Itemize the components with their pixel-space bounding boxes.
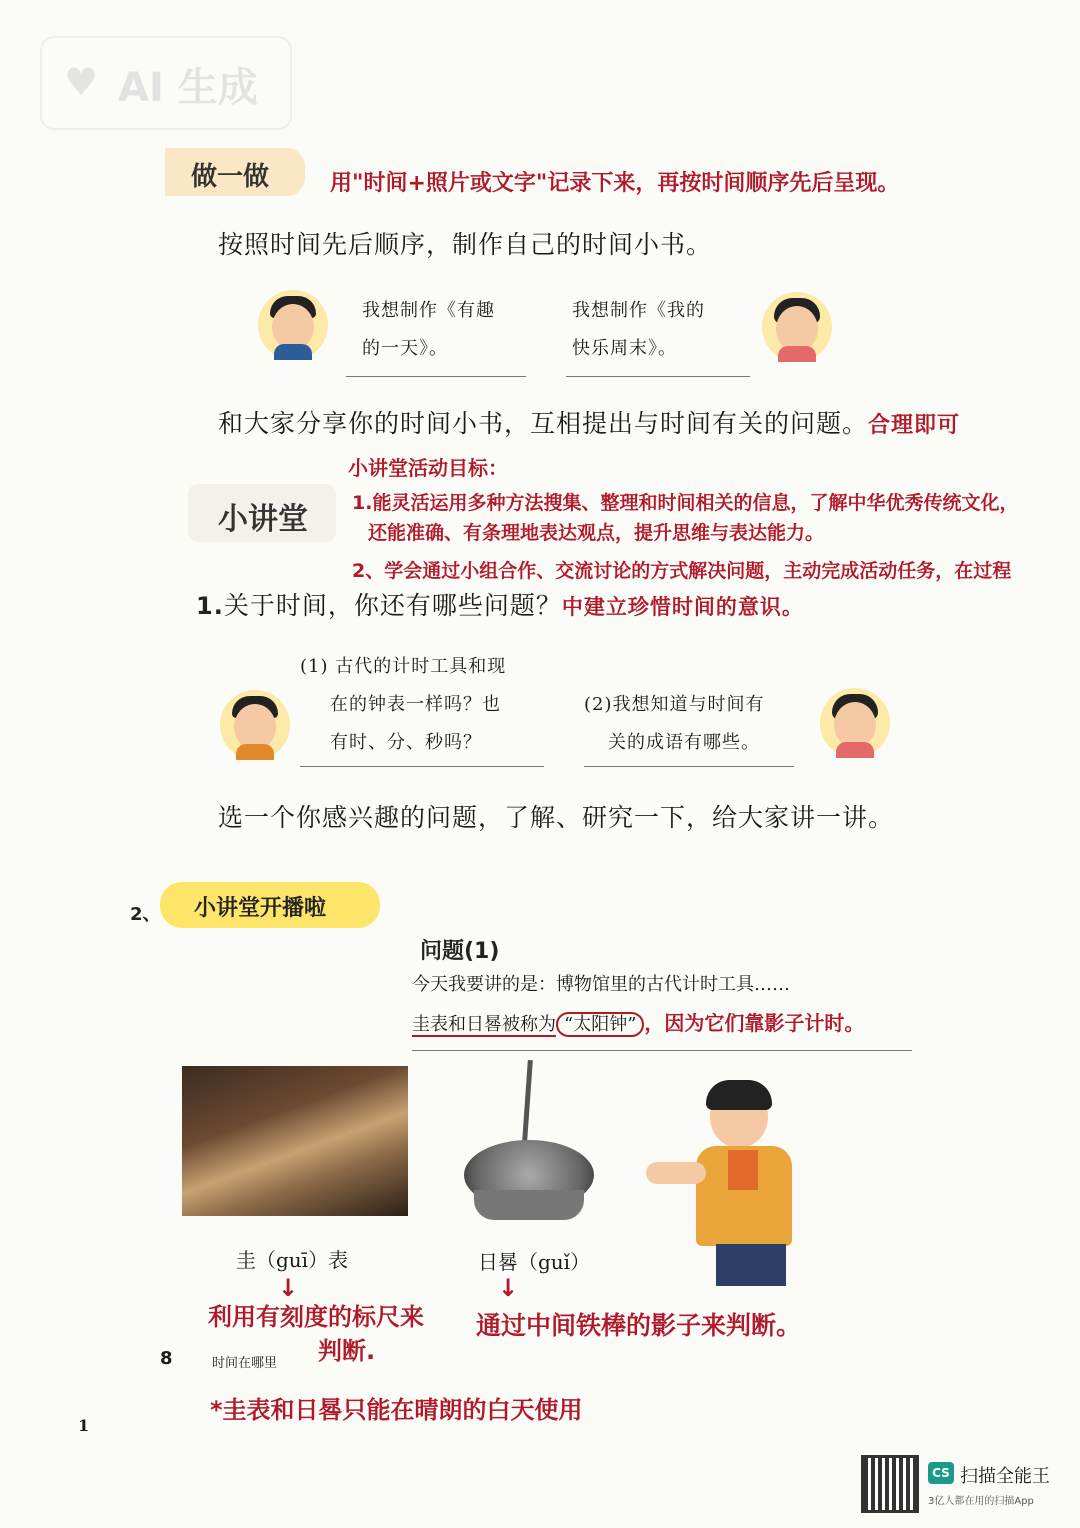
bubble-question-2: (2)我想知道与时间有 关的成语有哪些。: [584, 686, 794, 767]
guibiao-photo: [182, 1066, 408, 1216]
note-rigui: 通过中间铁棒的影子来判断。: [476, 1311, 802, 1340]
scanner-logo-icon: CS: [928, 1462, 954, 1484]
speech-line-1: 今天我要讲的是：博物馆里的古代计时工具……: [412, 974, 790, 995]
section-2-num: 2、: [130, 904, 161, 925]
question-line: 1.关于时间，你还有哪些问题？中建立珍惜时间的意识。: [196, 591, 804, 620]
presenter-boy-illustration: [640, 1080, 806, 1286]
goal-1: 1.能灵活运用多种方法搜集、整理和时间相关的信息，了解中华优秀传统文化， 还能准确、有条理地表达观点，提升思维与表达能力。: [352, 492, 1019, 544]
speech-line-2: 圭表和日晷被称为 “太阳钟” ，因为它们靠影子计时。: [412, 1011, 865, 1035]
tab-broadcast: 小讲堂开播啦: [160, 882, 380, 928]
arrow-down-icon: ↓: [278, 1274, 299, 1302]
page-number: 8: [160, 1348, 173, 1369]
bottom-note: *圭表和日晷只能在晴朗的白天使用: [210, 1396, 583, 1424]
scanner-name: 扫描全能王: [960, 1466, 1050, 1487]
goal-title: 小讲堂活动目标：: [348, 456, 508, 480]
bubble-boy: 我想制作《有趣 的一天》。: [346, 292, 526, 377]
qr-code-icon: [864, 1458, 916, 1510]
question-label: 问题(1): [420, 939, 500, 964]
tab-lecture: 小讲堂: [188, 484, 336, 542]
tab-do: 做一做: [165, 148, 305, 196]
scanner-slogan: 3亿人都在用的扫描App: [928, 1496, 1034, 1507]
arrow-down-icon-2: ↓: [498, 1274, 519, 1302]
choose-text: 选一个你感兴趣的问题，了解、研究一下，给大家讲一讲。: [218, 803, 895, 832]
boy-avatar-icon-2: [220, 690, 290, 760]
ai-watermark: [40, 36, 292, 130]
caption-rigui: 日晷（guǐ）: [478, 1250, 591, 1274]
bubble-question-1: (1) 古代的计时工具和现 在的钟表一样吗？也 有时、分、秒吗？: [300, 648, 544, 767]
instruction-text: 按照时间先后顺序，制作自己的时间小书。: [218, 230, 713, 259]
speech-box: [412, 966, 912, 1051]
left-mark: 1: [78, 1416, 90, 1435]
rigui-photo: [458, 1060, 602, 1220]
heart-icon: ♥: [64, 60, 99, 104]
note-guibiao: 利用有刻度的标尺来 判断.: [208, 1303, 424, 1365]
book-title: 时间在哪里: [212, 1356, 278, 1371]
circled-term: “太阳钟”: [556, 1012, 644, 1037]
share-text: 和大家分享你的时间小书，互相提出与时间有关的问题。合理即可: [218, 409, 961, 438]
boy-avatar-icon: [258, 290, 328, 360]
note-do: 用"时间+照片或文字"记录下来，再按时间顺序先后呈现。: [330, 171, 900, 196]
girl-avatar-icon-2: [820, 688, 890, 758]
watermark-label: AI 生成: [118, 65, 258, 111]
goal-2: 2、学会通过小组合作、交流讨论的方式解决问题，主动完成活动任务，在过程: [352, 560, 1012, 582]
bubble-girl: 我想制作《我的 快乐周末》。: [566, 292, 750, 377]
girl-avatar-icon: [762, 292, 832, 362]
caption-guibiao: 圭（guī）表: [236, 1248, 349, 1272]
share-note: 合理即可: [868, 413, 961, 438]
